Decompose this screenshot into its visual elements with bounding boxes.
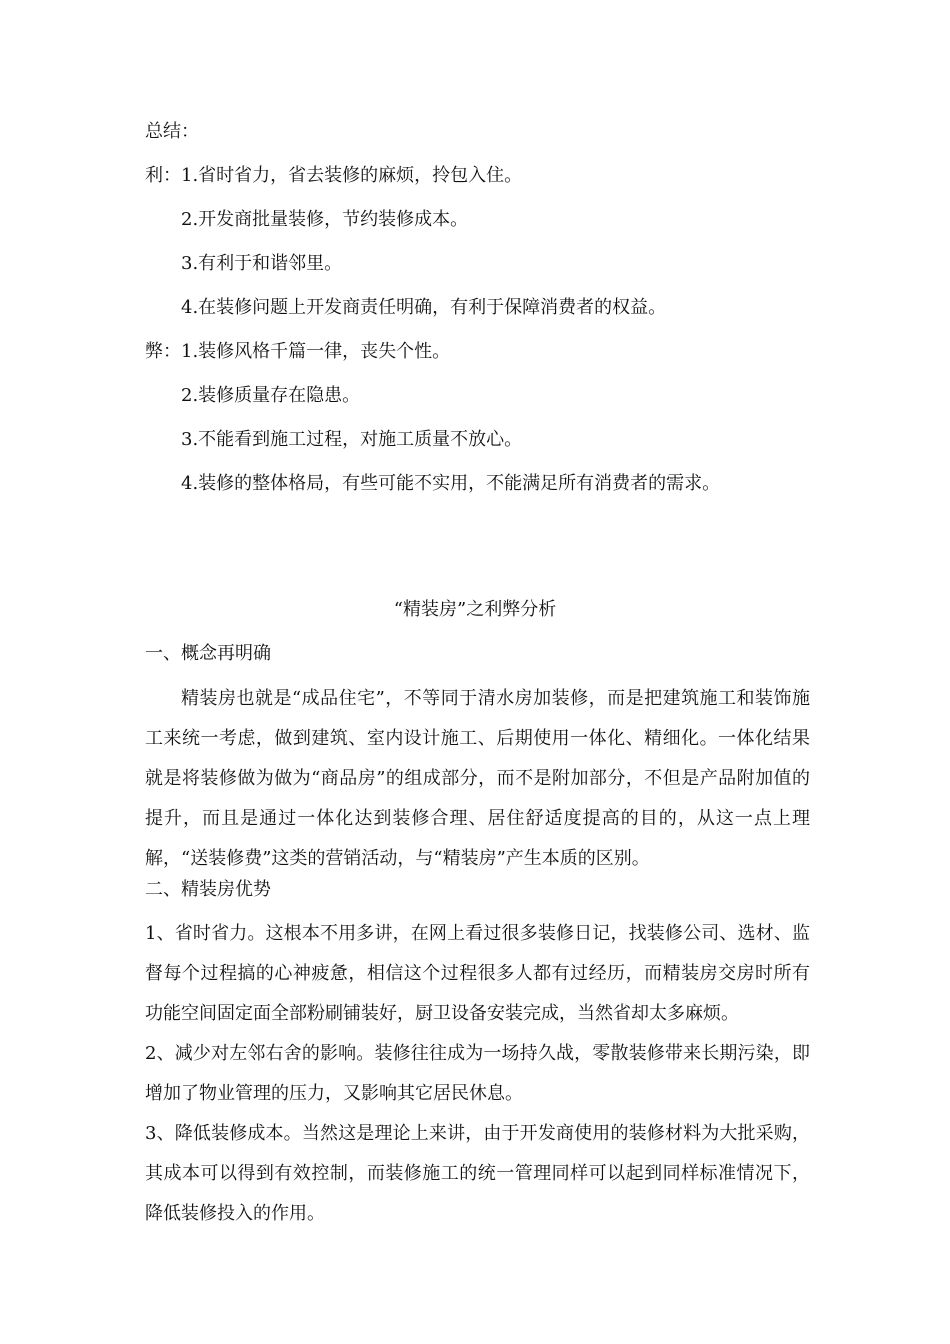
cons-item-2: 2.装修质量存在隐患。	[181, 385, 361, 406]
cons-prefix: 弊：	[145, 341, 181, 362]
summary-heading: 总结：	[145, 121, 199, 142]
pros-prefix: 利：	[145, 165, 181, 186]
cons-item-4: 4.装修的整体格局，有些可能不实用，不能满足所有消费者的需求。	[181, 473, 721, 494]
section1-body: 精装房也就是“成品住宅”，不等同于清水房加装修，而是把建筑施工和装饰施工来统一考虑，做到建筑、室内设计施工、后期使用一体化、精细化。一体化结果就是将装修做为做为“商品房”的组成部分，而不是附加部分，不但是产品附加值的提升，而且是通过一体化达到装修合理、居住舒适度提高的目的，从这一点上理解，“送装修费”这类的营销活动，与“精装房”产生本质的区别。	[145, 688, 810, 869]
advantage-item-2: 2、减少对左邻右舍的影响。装修往往成为一场持久战，零散装修带来长期污染，即增加了物业管理的压力，又影响其它居民休息。	[145, 1043, 810, 1104]
pros-item-4: 4.在装修问题上开发商责任明确，有利于保障消费者的权益。	[181, 297, 667, 318]
pros-item-3: 3.有利于和谐邻里。	[181, 253, 343, 274]
pros-item-2: 2.开发商批量装修，节约装修成本。	[181, 209, 469, 230]
section1-heading: 一、概念再明确	[145, 643, 271, 664]
cons-item-1: 1.装修风格千篇一律，丧失个性。	[181, 341, 451, 362]
section2-heading: 二、精装房优势	[145, 879, 271, 900]
pros-item-1: 1.省时省力，省去装修的麻烦，拎包入住。	[181, 165, 523, 186]
advantage-item-1: 1、省时省力。这根本不用多讲，在网上看过很多装修日记，找装修公司、选材、监督每个过程搞的心神疲惫，相信这个过程很多人都有过经历，而精装房交房时所有功能空间固定面全部粉刷铺装好，厨卫设备安装完成，当然省却太多麻烦。	[145, 923, 810, 1024]
advantage-item-3: 3、降低装修成本。当然这是理论上来讲，由于开发商使用的装修材料为大批采购，其成本可以得到有效控制，而装修施工的统一管理同样可以起到同样标准情况下，降低装修投入的作用。	[145, 1123, 810, 1224]
article-title: “精装房”之利弊分析	[393, 599, 557, 620]
cons-item-3: 3.不能看到施工过程，对施工质量不放心。	[181, 429, 523, 450]
